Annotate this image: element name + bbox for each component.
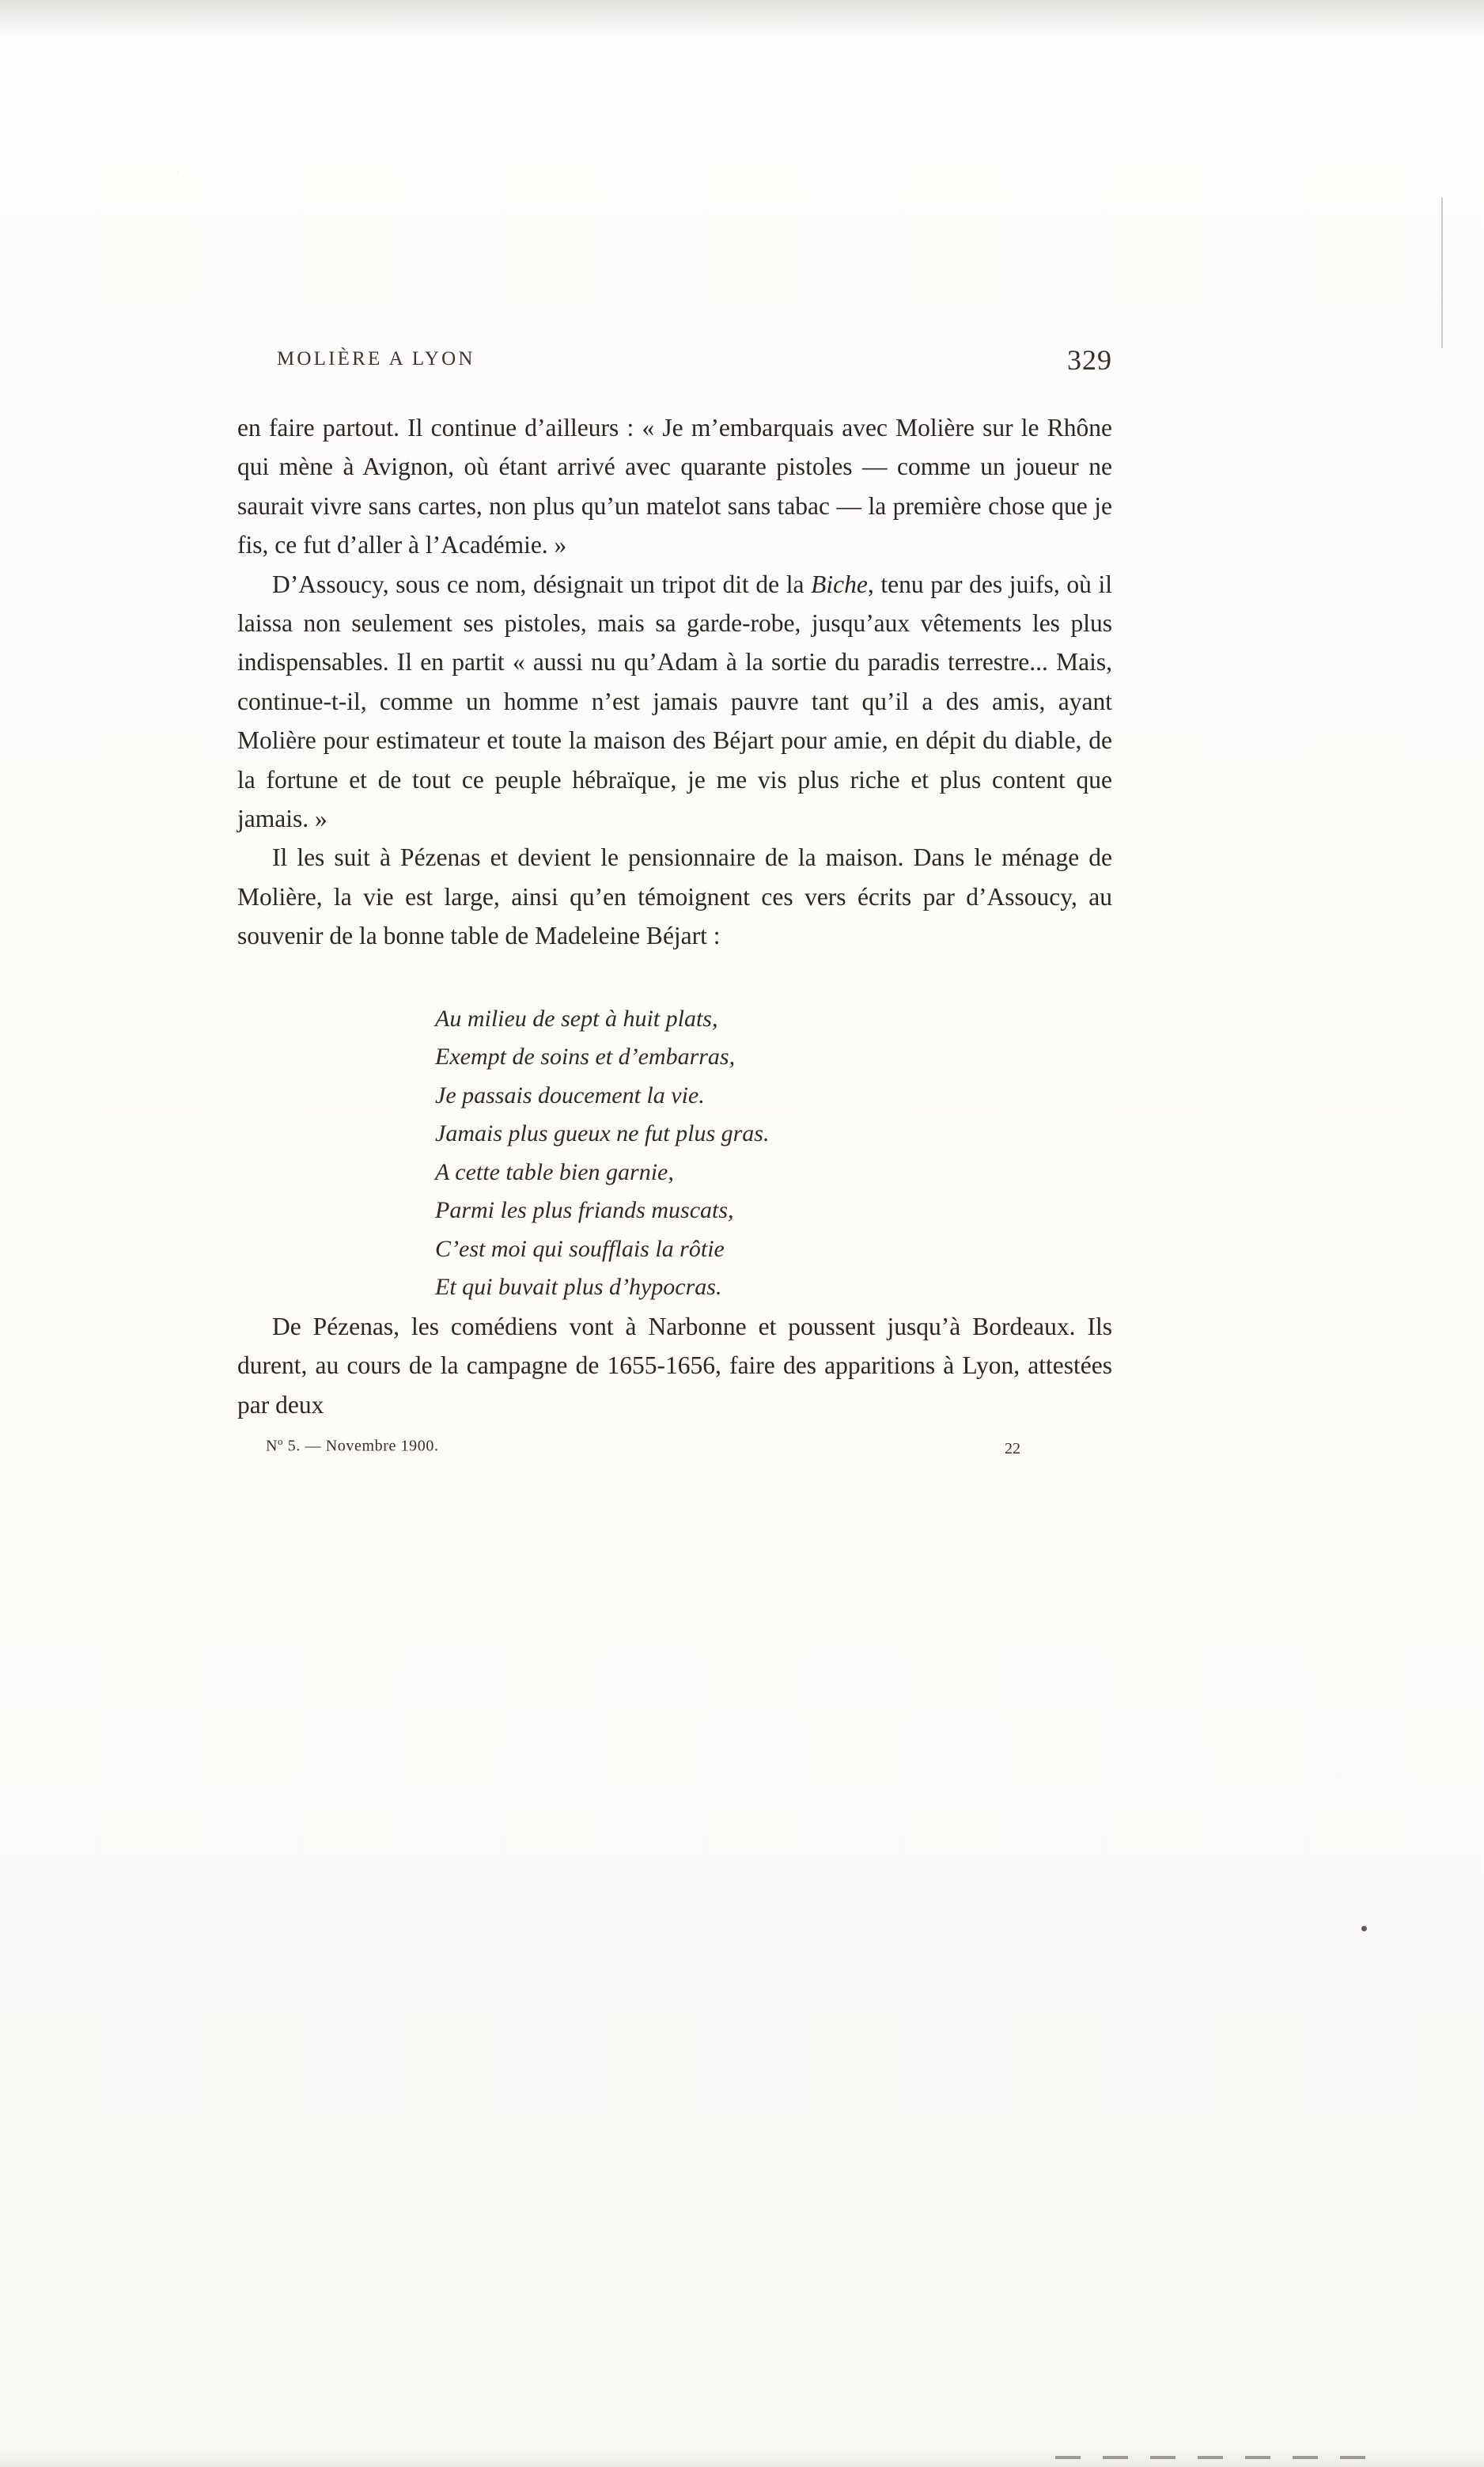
verse-line: Exempt de soins et d’embarras, — [435, 1044, 736, 1071]
page-number: 329 — [1067, 344, 1112, 376]
paragraph-1: en faire partout. Il continue d’ailleurs : « Je m’embarquais avec Molière sur le Rhône qui mène à Avignon, où étant arrivé avec quarante pistoles — comme un joueur ne saurait vivre sans cartes, non plus qu’un matelot sans tabac — la première chose que je fis, ce fut d’aller à l’Académie. » — [237, 414, 1112, 559]
verse-line: A cette table bien garnie, — [435, 1158, 674, 1185]
paragraph-2-text-after: , tenu par des juifs, où il laissa non seulement ses pistoles, mais sa garde-robe, jusqu’aux vêtements les plus indispensables. Il en partit « aussi nu qu’Adam à la sortie du paradis terrestre... Mais, continue-t-il, comme un homme n’est jamais pauvre tant qu’il a des amis, ayant Molière pour estimateur et toute la maison des Béjart pour amie, en dépit du diable, de la fortune et de tout ce peuple hébraïque, je me vis plus riche et plus content que jamais. » — [237, 570, 1112, 833]
paragraph-2 — [237, 565, 1112, 839]
verse-line: Parmi les plus friands muscats, — [435, 1197, 734, 1224]
running-head — [237, 344, 1112, 380]
colophon — [237, 1435, 1112, 1467]
scan-speck — [1361, 1926, 1367, 1931]
scan-dash-marks — [1055, 2456, 1387, 2459]
verse-line: C’est moi qui soufflais la rôtie — [435, 1235, 725, 1262]
text-block — [237, 344, 1112, 1467]
paragraph-3: Il les suit à Pézenas et devient le pensionnaire de la maison. Dans le ménage de Molière, la vie est large, ainsi qu’en témoignent ces vers écrits par d’Assoucy, au souvenir de la bonne table de Madeleine Béjart : — [237, 843, 1112, 950]
running-head-title: MOLIÈRE A LYON — [277, 348, 475, 369]
verse-line: Et qui buvait plus d’hypocras. — [435, 1274, 722, 1301]
issue-imprint — [266, 1435, 439, 1456]
paragraph-4: De Pézenas, les comédiens vont à Narbonne et poussent jusqu’à Bordeaux. Ils durent, au cours de la campagne de 1655-1656, faire des apparitions à Lyon, attestées par deux — [237, 1312, 1112, 1419]
issue-prefix: N — [266, 1437, 278, 1455]
verse-line: Je passais doucement la vie. — [435, 1082, 705, 1108]
paragraph-2-italic-term: Biche — [811, 570, 868, 598]
scan-margin-mark — [1441, 198, 1443, 348]
scan-edge-top — [0, 0, 1484, 36]
verse-line: Jamais plus gueux ne fut plus gras. — [435, 1120, 770, 1147]
issue-text: 5. — Novembre 1900. — [283, 1437, 439, 1455]
paragraph-2-text-before: D’Assoucy, sous ce nom, désignait un tripot dit de la — [272, 570, 812, 598]
signature-mark: 22 — [1005, 1439, 1020, 1457]
verse-block — [237, 1000, 1112, 1307]
issue-ordinal: o — [278, 1434, 284, 1447]
verse-line: Au milieu de sept à huit plats, — [435, 1005, 718, 1032]
